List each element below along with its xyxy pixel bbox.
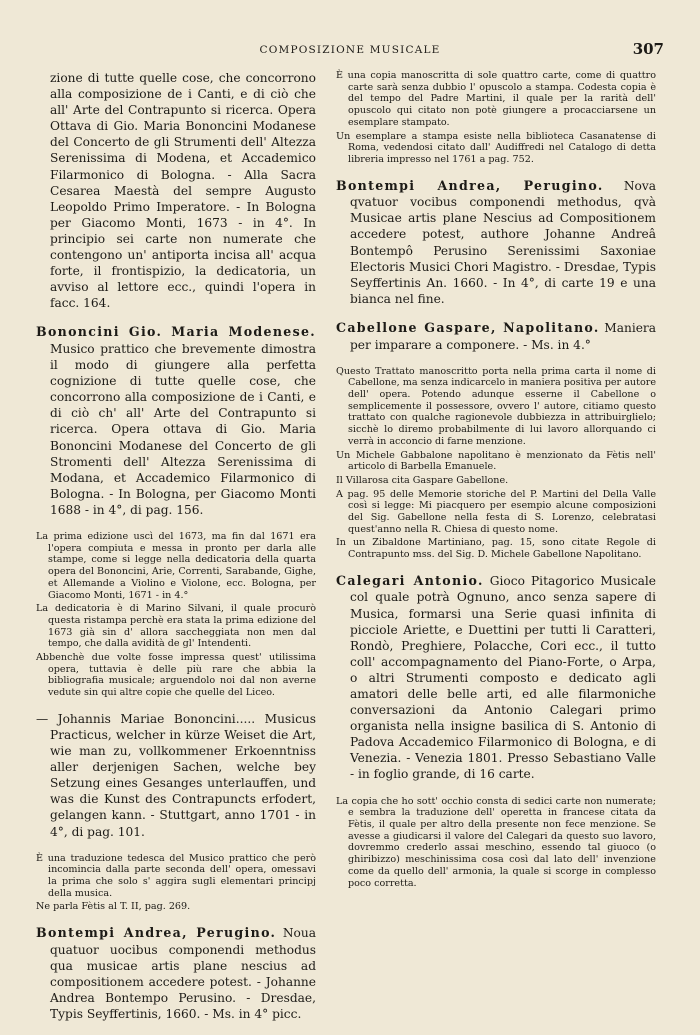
note: La prima edizione uscì del 1673, ma fin dal 1671 era l'opera compiuta e messa in pronto per darla alle stampe, come si legge nella dedicatoria della quarta opera del Bononcini, Arie, Correnti, Sarabande, Gighe, et Allemande a Violino e Violone, ecc. Bologna, per Giacomo Monti, 1671 - in 4.° xyxy=(36,531,316,601)
entry-bontempi-2 xyxy=(336,178,656,307)
note: È una copia manoscritta di sole quattro carte, come di quattro carte sarà senza dubbio l' opuscolo a stampa. Codesta copia è del tempo del Padre Martini, il quale per la rarità dell' opuscolo qui citato non potè giungere a procacciarsene un esemplare stampato. xyxy=(336,70,656,128)
entry-lead xyxy=(36,925,316,1022)
entry-heading: Bontempi Andrea, Perugino. xyxy=(36,925,277,941)
entry-cabellone xyxy=(336,320,656,353)
entry-continuation xyxy=(36,70,316,311)
notes-bononcini xyxy=(36,531,316,699)
entry-musicus-practicus xyxy=(36,711,316,840)
notes-bontempi xyxy=(336,70,656,166)
note: Un esemplare a stampa esiste nella biblioteca Casanatense di Roma, vedendosi citato dall' Audiffredi nel Catalogo di detta libreria impresso nel 1761 a pag. 752. xyxy=(336,130,656,165)
entry-heading: Bontempi Andrea, Perugino. xyxy=(336,177,604,193)
entry-lead xyxy=(336,178,656,307)
note: È una traduzione tedesca del Musico prattico che però incomincia dalla parte seconda dell' opera, omessavi la prima che solo s' aggira sugli elementari principj della musica. xyxy=(36,852,316,899)
entry-lead xyxy=(36,324,316,518)
entry-lead xyxy=(336,320,656,353)
entry-heading: Calegari Antonio. xyxy=(336,572,484,588)
entry-bononcini xyxy=(36,324,316,518)
entry-calegari xyxy=(336,573,656,783)
entry-heading: Bononcini Gio. Maria Modenese. xyxy=(36,324,316,340)
note: A pag. 95 delle Memorie storiche del P. Martini del Della Valle così si legge: Mi piacquero per esempio alcune composizioni del Sig. Gabellone nella festa di S. Lorenzo, celebratasi quest'anno nella R. Chiesa di questo nome. xyxy=(336,488,656,535)
note: Il Villarosa cita Gaspare Gabellone. xyxy=(336,474,509,486)
entry-text: Maniera per imparare a componere. - Ms. in 4.° xyxy=(350,320,657,352)
note: Un Michele Gabbalone napolitano è menzionato da Fètis nell' articolo di Barbella Emanuele. xyxy=(336,449,656,473)
notes-cabellone xyxy=(336,366,656,561)
note: Ne parla Fètis al T. II, pag. 269. xyxy=(36,901,191,913)
running-head xyxy=(36,40,664,66)
left-column xyxy=(36,70,316,1035)
entry-text: Gioco Pitagorico Musicale col quale potrà Ognuno, anco senza sapere di Musica, formarsi una Serie quasi infinita di picciole Ariette, e Duettini per tutti li Caratteri, Rondò, Preghiere, Polacche, Cori ecc., il tutto coll' accompagnamento del Piano-Forte, o Arpa, o altri Strumenti composto e dedicato agli amatori delle belle arti, ed alle filarmoniche conversazioni da Antonio Calegari primo organista nella insigne basilica di S. Antonio di Padova Accademico Filarmonico di Bologna, e di Venezia. - Venezia 1801. Presso Sebastiano Valle - in foglio grande, di 16 carte. xyxy=(350,573,657,782)
entry-text: — Johannis Mariae Bononcini..... Musicus Practicus, welcher in kürze Weiset die Art, wie man zu, vollkommener Erkoenntniss aller derjenigen Sachen, welche bey Setzung eines Gesanges unterlauffen, und was die Kunst des Contrapuncts erfodert, gelangen kann. - Stuttgart, anno 1701 - in 4°, di pag. 101. xyxy=(36,711,316,839)
notes-practicus xyxy=(36,853,316,914)
entry-bontempi xyxy=(36,925,316,1022)
entry-text: Noua quatuor uocibus componendi methodus qua musicae artis plane nescius ad compositionem accedere potest. - Johanne Andrea Bontempo Perusino. - Dresdae, Typis Seyffertinis, 1660. - Ms. in 4° picc. xyxy=(50,926,317,1022)
page-number: 307 xyxy=(632,40,664,58)
note: La dedicatoria è di Marino Silvani, il quale procurò questa ristampa perchè era stata la prima edizione del 1673 già sin d' allora saccheggiata non men dal tempo, che dalla avidità de gl' Intendenti. xyxy=(36,603,316,650)
note: Questo Trattato manoscritto porta nella prima carta il nome di Cabellone, ma senza indicarcelo in maniera positiva per autore dell' opera. Potendo adunque esserne il Cabellone o semplicemente il possessore, ovvero l' autore, citiamo questo trattato con qualche ragionevole dubbiezza in attribuirglielo; sicchè lo diremo probabilmente di lui lavoro allorquando ci verrà in acconcio di farne menzione. xyxy=(336,365,656,447)
note: Abbenchè due volte fosse impressa quest' utilissima opera, tuttavia è delle più rare che abbia la bibliografia musicale; arguendolo noi dal non averne vedute sin qui altre copie che quelle del Liceo. xyxy=(36,652,316,699)
notes-calegari xyxy=(336,796,656,890)
entry-heading: Cabellone Gaspare, Napolitano. xyxy=(336,319,600,335)
continuation-text: zione di tutte quelle cose, che concorrono alla composizione de i Canti, e di ciò che all' Arte del Contrapunto si ricerca. Opera Ottava di Gio. Maria Bononcini Modanese del Concerto de gli Strumenti dell' Altezza Serenissima di Modena, et Accademico Filarmonico di Bologna. - Alla Sacra Cesarea Maestà del sempre Augusto Leopoldo Primo Imperatore. - In Bologna per Giacomo Monti, 1673 - in 4°. In principio sei carte non numerate che contengono un' antiporta incisa all' acqua forte, il frontispizio, la dedicatoria, un avviso al lettore ecc., quindi l'opera in facc. 164. xyxy=(50,71,316,311)
entry-text: Musico prattico che brevemente dimostra il modo di giungere alla perfetta cognizione di tutte quelle cose, che concorrono alla composizione de i Canti, e di ciò ch' all' Arte del Contrapunto si ricerca. Opera ottava di Gio. Maria Bononcini Modanese del Concerto de gli Stromenti dell' Altezza Serenissima di Modana, et Accademico Filarmonico di Bologna. - In Bologna, per Giacomo Monti 1688 - in 4°, di pag. 156. xyxy=(50,342,316,517)
right-column xyxy=(336,70,656,901)
note: La copia che ho sott' occhio consta di sedici carte non numerate; e sembra la traduzione dell' operetta in francese citata da Fètis, il quale per altro della presente non fece menzione. Se avesse a giudicarsi il valore del Calegari da questo suo lavoro, dovremmo crederlo assai meschino, essendo tal giuoco (o ghiribizzo) meschinissima cosa così dal lato dell' invenzione come da quello dell' armonia, la quale si scorge in complesso poco corretta. xyxy=(336,795,656,889)
entry-lead xyxy=(336,573,656,783)
note: In un Zibaldone Martiniano, pag. 15, sono citate Regole di Contrapunto mss. del Sig. D. Michele Gabellone Napolitano. xyxy=(336,537,656,561)
entry-text: Nova qvatuor vocibus componendi methodus, qvà Musicae artis plane Nescius ad Compositionem accedere potest, authore Johanne Andreâ Bontempô Perusino Serenissimi Saxoniae Electoris Musici Chori Magistro. - Dresdae, Typis Seyffertinis An. 1660. - In 4°, di carte 19 e una bianca nel fine. xyxy=(350,178,657,306)
running-title: COMPOSIZIONE MUSICALE xyxy=(259,44,441,56)
